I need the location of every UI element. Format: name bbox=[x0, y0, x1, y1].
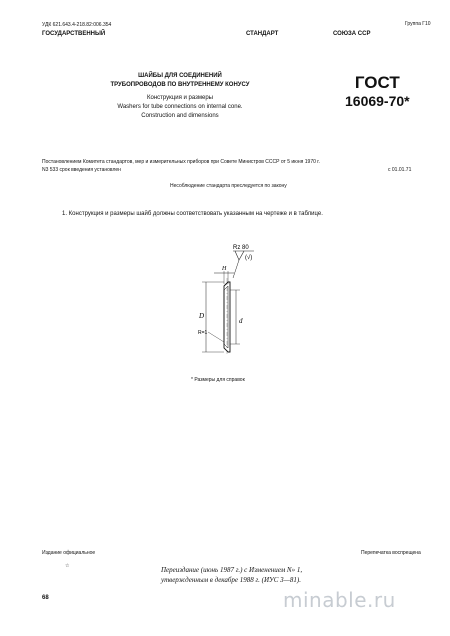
header-state: ГОСУДАРСТВЕННЫЙ bbox=[42, 31, 106, 37]
washer-hatch bbox=[224, 286, 228, 348]
reissue-note bbox=[161, 565, 311, 585]
roughness-leader bbox=[233, 260, 239, 278]
header-standard: СТАНДАРТ bbox=[246, 31, 279, 37]
dim-h-label: H bbox=[222, 266, 227, 272]
official-edition: Издание официальное bbox=[42, 550, 96, 556]
page-number: 68 bbox=[42, 595, 49, 601]
document-title bbox=[90, 72, 270, 121]
washer-drawing bbox=[178, 238, 273, 358]
radius-leader bbox=[208, 332, 224, 342]
clause-1: 1. Конструкция и размеры шайб должны соответствовать указанным на чертеже и в таблице. bbox=[62, 211, 323, 217]
star-mark: ☆ bbox=[65, 563, 70, 569]
group-code: Группа Г10 bbox=[405, 21, 431, 27]
watermark: minable.ru bbox=[283, 588, 396, 612]
roughness-label: Rz 80 bbox=[233, 245, 249, 251]
gost-word: ГОСТ bbox=[354, 73, 400, 92]
title-line-1: ШАЙБЫ ДЛЯ СОЕДИНЕНИЙ bbox=[138, 73, 222, 79]
dim-d-label: D bbox=[199, 312, 205, 320]
radius-label: R=1 bbox=[198, 330, 208, 336]
roughness-symbol bbox=[235, 251, 244, 260]
reprint-prohibited: Перепечатка воспрещена bbox=[361, 550, 421, 556]
decree-date: с 01.01.71 bbox=[388, 167, 412, 173]
violation-notice: Несоблюдение стандарта преследуется по закону bbox=[170, 183, 287, 189]
roughness-check: (√) bbox=[245, 255, 253, 261]
decree-introduced: N3 533 срок введения установлен bbox=[42, 167, 121, 173]
dim-small-d-label: d bbox=[239, 317, 243, 325]
gost-number: 16069-70* bbox=[345, 93, 410, 109]
header-union: СОЮЗА ССР bbox=[333, 31, 371, 37]
title-line-2: ТРУБОПРОВОДОВ ПО ВНУТРЕННЕМУ КОНУСУ bbox=[110, 82, 250, 88]
gost-designation bbox=[345, 74, 410, 110]
reissue-line-1: Переиздание (июнь 1987 г.) с Изменением N» 1, bbox=[161, 566, 303, 574]
title-english-2: Construction and dimensions bbox=[141, 113, 219, 119]
reissue-line-2: утвержденным в декабре 1988 г. (ИУС 3—81). bbox=[161, 576, 301, 584]
reference-note: * Размеры для справок bbox=[191, 377, 245, 383]
decree-text: Постановлением Комитета стандартов, мер и измерительных приборов при Совете Министров СССР от 5 июня 1970 г. bbox=[42, 159, 320, 165]
udk-code: УДК 621.643.4-218.82:006.354 bbox=[42, 22, 112, 28]
title-english-1: Washers for tube connections on internal cone. bbox=[117, 104, 243, 110]
title-subtitle: Конструкция и размеры bbox=[147, 95, 213, 101]
